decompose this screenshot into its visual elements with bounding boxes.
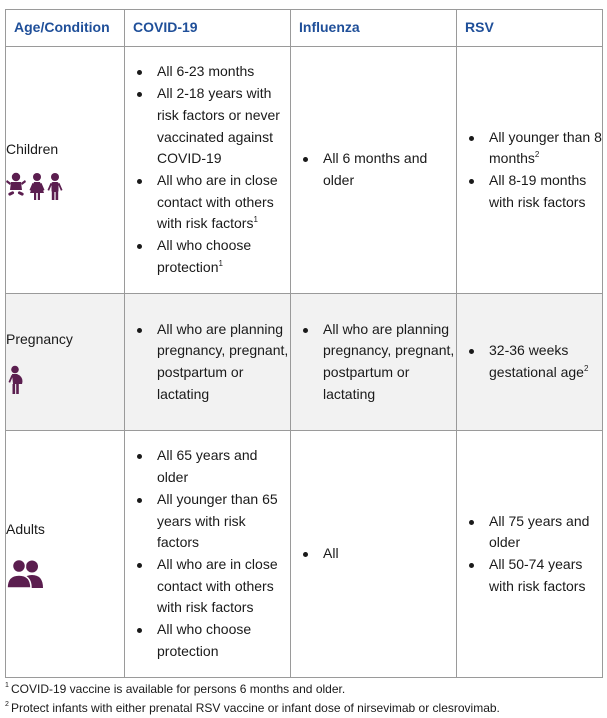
list-item: All 65 years and older <box>157 445 290 488</box>
list-item: All who are planning pregnancy, pregnant, postpartum or lactating <box>323 319 456 406</box>
table-row-adults <box>6 431 603 678</box>
list-item: All younger than 65 years with risk factors <box>157 489 290 554</box>
list-item: All 6 months and older <box>323 148 456 191</box>
header-covid: COVID-19 <box>125 10 291 47</box>
list-item: All younger than 8 months$^2$ <box>489 127 602 170</box>
condition-cell-adults <box>6 431 125 678</box>
list-item: 32-36 weeks gestational age$^2$ <box>489 340 602 383</box>
footnote-ref: 1 <box>218 258 223 268</box>
footnote-ref: 2 <box>583 364 589 373</box>
pregnant-person-icon <box>6 365 124 395</box>
header-row <box>6 10 603 47</box>
list-item: All who choose protection <box>157 619 290 662</box>
influenza-cell-adults <box>291 431 457 678</box>
condition-cell-pregnancy <box>6 294 125 431</box>
list-item: All who choose protection$^1$ <box>157 235 290 278</box>
list-item: All 8-19 months with risk factors <box>489 170 602 213</box>
adults-group-icon <box>6 559 124 589</box>
footnote-2 <box>5 699 605 718</box>
table-row-pregnancy <box>6 294 603 431</box>
covid-cell-children <box>125 47 291 294</box>
list-item: All 50-74 years with risk factors <box>489 554 602 597</box>
footnote-ref: 1 <box>253 215 258 225</box>
influenza-cell-pregnancy <box>291 294 457 431</box>
list-item: All who are in close contact with others with risk factors <box>157 554 290 619</box>
list-item: All who are planning pregnancy, pregnant, postpartum or lactating <box>157 319 290 406</box>
footnote-ref: 2 <box>534 150 540 160</box>
list-item: All 75 years and older <box>489 511 602 554</box>
footnote-mark: 2 <box>5 701 9 708</box>
table-row-children <box>6 47 603 294</box>
header-influenza: Influenza <box>291 10 457 47</box>
footnote-text: Protect infants with either prenatal RSV vaccine or infant dose of nirsevimab or clesrovimab. <box>11 701 500 715</box>
list-item: All <box>323 543 456 565</box>
condition-label-adults: Adults <box>6 521 45 538</box>
rsv-cell-children <box>457 47 603 294</box>
rsv-cell-pregnancy <box>457 294 603 431</box>
footnote-text: COVID-19 vaccine is available for persons 6 months and older. <box>11 682 346 696</box>
influenza-cell-children <box>291 47 457 294</box>
condition-label-pregnancy: Pregnancy <box>6 331 73 348</box>
condition-cell-children <box>6 47 125 294</box>
header-age-condition: Age/Condition <box>6 10 125 47</box>
condition-label-children: Children <box>6 141 59 158</box>
footnotes <box>5 680 605 718</box>
footnote-1 <box>5 680 605 699</box>
list-item: All 6-23 months <box>157 61 290 83</box>
header-rsv: RSV <box>457 10 603 47</box>
child-icons <box>6 171 124 201</box>
list-item: All 2-18 years with risk factors or never vaccinated against COVID-19 <box>157 83 290 170</box>
list-item: All who are in close contact with others with risk factors$^1$ <box>157 170 290 235</box>
rsv-cell-adults <box>457 431 603 678</box>
vaccine-recommendations-table <box>5 9 603 678</box>
footnote-mark: 1 <box>5 682 9 689</box>
covid-cell-pregnancy <box>125 294 291 431</box>
covid-cell-adults <box>125 431 291 678</box>
